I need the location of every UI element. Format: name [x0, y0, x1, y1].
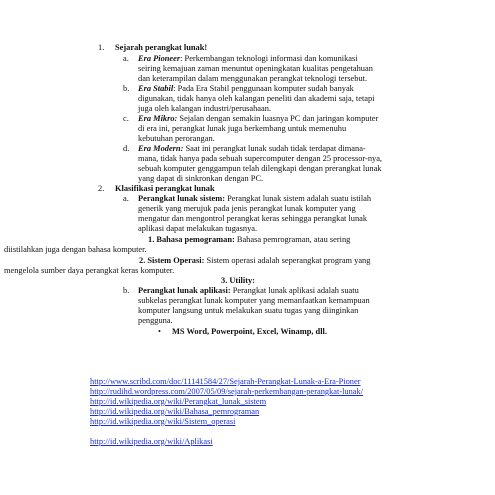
item-1d-line: yang dapat di sinkronkan dengan PC. — [138, 174, 264, 183]
item-1a-line: dan keterampilan dalam menggunakan perangkat teknologi tersebut. — [138, 74, 368, 83]
reference-link-1[interactable]: http://www.scribd.com/doc/11141584/27/Sejarah-Perangkat-Lunak-a-Era-Pioner — [90, 377, 361, 386]
subitem-1-line: 1. Bahasa pemograman: Bahasa pemrograman, atau sering — [148, 235, 351, 244]
item-2b-line: pengguna. — [138, 316, 173, 325]
item-1a-marker: a. — [123, 54, 129, 63]
item-1c-first-line: Era Mikro: Sejalan dengan semakin luasnya PC dan jaringan komputer — [138, 114, 379, 123]
subitem-2-line: 2. Sistem Operasi: Sistem operasi adalah seperangkat program yang — [139, 256, 371, 265]
reference-link-2[interactable]: http://rudihd.wordpress.com/2007/05/09/sejarah-perkembangan-perangkat-lunak/ — [90, 387, 364, 396]
item-1b-first-line: Era Stabil: Pada Era Stabil penggunaan komputer sudah banyak — [138, 84, 354, 93]
subitem-2-continuation: mengelola sumber daya perangkat keras komputer. — [4, 266, 175, 275]
subitem-1-continuation: diistilahkan juga dengan bahasa komputer. — [4, 245, 147, 254]
bullet-item: MS Word, Powerpoint, Excel, Winamp, dll. — [172, 327, 327, 336]
item-2a-marker: a. — [123, 194, 129, 203]
subitem-3-line: 3. Utility: — [221, 276, 255, 285]
item-2a-line: aplikasi dapat melakukan tugasnya. — [138, 224, 258, 233]
item-1b-line: digunakan, tidak hanya oleh kalangan peneliti dan akademi saja, tetapi — [138, 94, 375, 103]
section1-number: 1. — [98, 43, 105, 52]
section2-number: 2. — [98, 184, 105, 193]
item-1a-line: seiring kemajuan zaman menuntut openingkatan kualitas pengetahuan — [138, 64, 373, 73]
item-2b-line: komputer langsung untuk melakukan suatu tugas yang diinginkan — [138, 306, 359, 315]
item-2a-line: generik yang merujuk pada jenis perangkat lunak komputer yang — [138, 204, 356, 213]
item-1d-line: sebuah komputer genggampun telah dilengkapi dengan prerangkat lunak — [138, 164, 382, 173]
reference-link-5[interactable]: http://id.wikipedia.org/wiki/Sistem_operasi — [90, 417, 236, 426]
reference-link-6[interactable]: http://id.wikipedia.org/wiki/Aplikasi — [90, 437, 213, 446]
bullet-icon: • — [158, 327, 161, 336]
item-2b-marker: b. — [123, 286, 130, 295]
item-1b-marker: b. — [123, 84, 130, 93]
section2-title: Klasifikasi perangkat lunak — [115, 184, 215, 193]
item-1c-marker: c. — [123, 114, 129, 123]
item-1d-first-line: Era Modern: Saat ini perangkat lunak sudah tidak terdapat dimana- — [138, 144, 366, 153]
item-2a-first-line: Perangkat lunak sistem: Perangkat lunak sistem adalah suatu istilah — [138, 194, 372, 203]
item-1c-line: di era ini, perangkat lunak juga berkembang untuk memenuhu — [138, 124, 347, 133]
item-2b-first-line: Perangkat lunak aplikasi: Perangkat lunak aplikasi adalah suatu — [138, 286, 359, 295]
item-1d-marker: d. — [123, 144, 130, 153]
item-1c-line: kebutuhan perorangan. — [138, 134, 215, 143]
reference-link-3[interactable]: http://id.wikipedia.org/wiki/Perangkat_lunak_sistem — [90, 397, 267, 406]
item-1d-line: mana, tidak hanya pada sebuah supercomputer dengan 25 processor-nya, — [138, 154, 383, 163]
reference-link-4[interactable]: http://id.wikipedia.org/wiki/Bahasa_pemrograman — [90, 407, 260, 416]
item-2b-line: subkelas perangkat lunak komputer yang memanfaatkan kemampuan — [138, 296, 370, 305]
section1-title: Sejarah perangkat lunak! — [115, 43, 208, 52]
item-1b-line: juga oleh kalangan industri/perusahaan. — [138, 104, 272, 113]
item-2a-line: mengatur dan mengontrol perangkat keras sehingga perangkat lunak — [138, 214, 368, 223]
item-1a-first-line: Era Pioneer: Perkembangan teknologi informasi dan komunikasi — [138, 54, 358, 63]
